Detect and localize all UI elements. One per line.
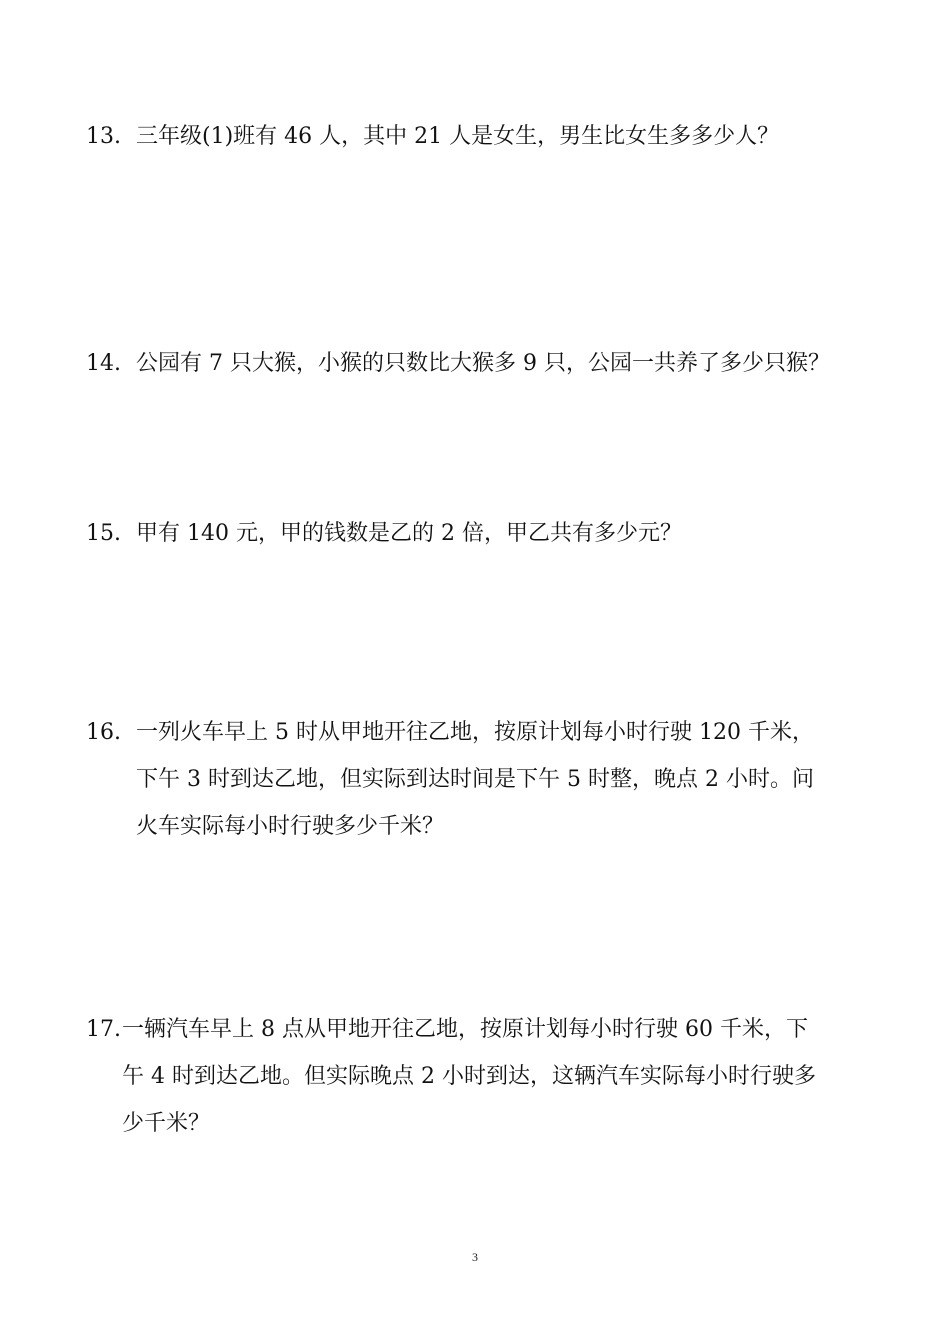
problem-text-line: 少千米？ <box>122 1111 211 1136</box>
problem-text-line: 一辆汽车早上 8 点从甲地开往乙地，按原计划每小时行驶 60 千米，下 <box>122 1017 808 1042</box>
problem-number: 17. <box>86 1017 121 1042</box>
problem-15 <box>86 510 876 557</box>
problem-text-line: 下午 3 时到达乙地，但实际到达时间是下午 5 时整，晚点 2 小时。问 <box>136 767 814 792</box>
problem-number: 16. <box>86 720 121 745</box>
problem-14 <box>86 340 876 387</box>
problem-text-line: 午 4 时到达乙地。但实际晚点 2 小时到达，这辆汽车实际每小时行驶多 <box>122 1064 816 1089</box>
problem-text-line: 火车实际每小时行驶多少千米？ <box>136 814 445 839</box>
problem-13 <box>86 113 876 160</box>
problem-text-line: 三年级(1)班有 46 人，其中 21 人是女生，男生比女生多多少人？ <box>136 124 780 149</box>
problem-text-line: 一列火车早上 5 时从甲地开往乙地，按原计划每小时行驶 120 千米， <box>136 720 814 745</box>
problem-number: 14. <box>86 351 121 376</box>
problem-16 <box>86 709 876 850</box>
page-number: 3 <box>472 1250 478 1264</box>
problem-text-line: 甲有 140 元，甲的钱数是乙的 2 倍，甲乙共有多少元？ <box>136 521 682 546</box>
problem-number: 15. <box>86 521 121 546</box>
problem-17 <box>86 1006 876 1147</box>
problem-text-line: 公园有 7 只大猴，小猴的只数比大猴多 9 只，公园一共养了多少只猴？ <box>136 351 830 376</box>
problem-number: 13. <box>86 124 121 149</box>
